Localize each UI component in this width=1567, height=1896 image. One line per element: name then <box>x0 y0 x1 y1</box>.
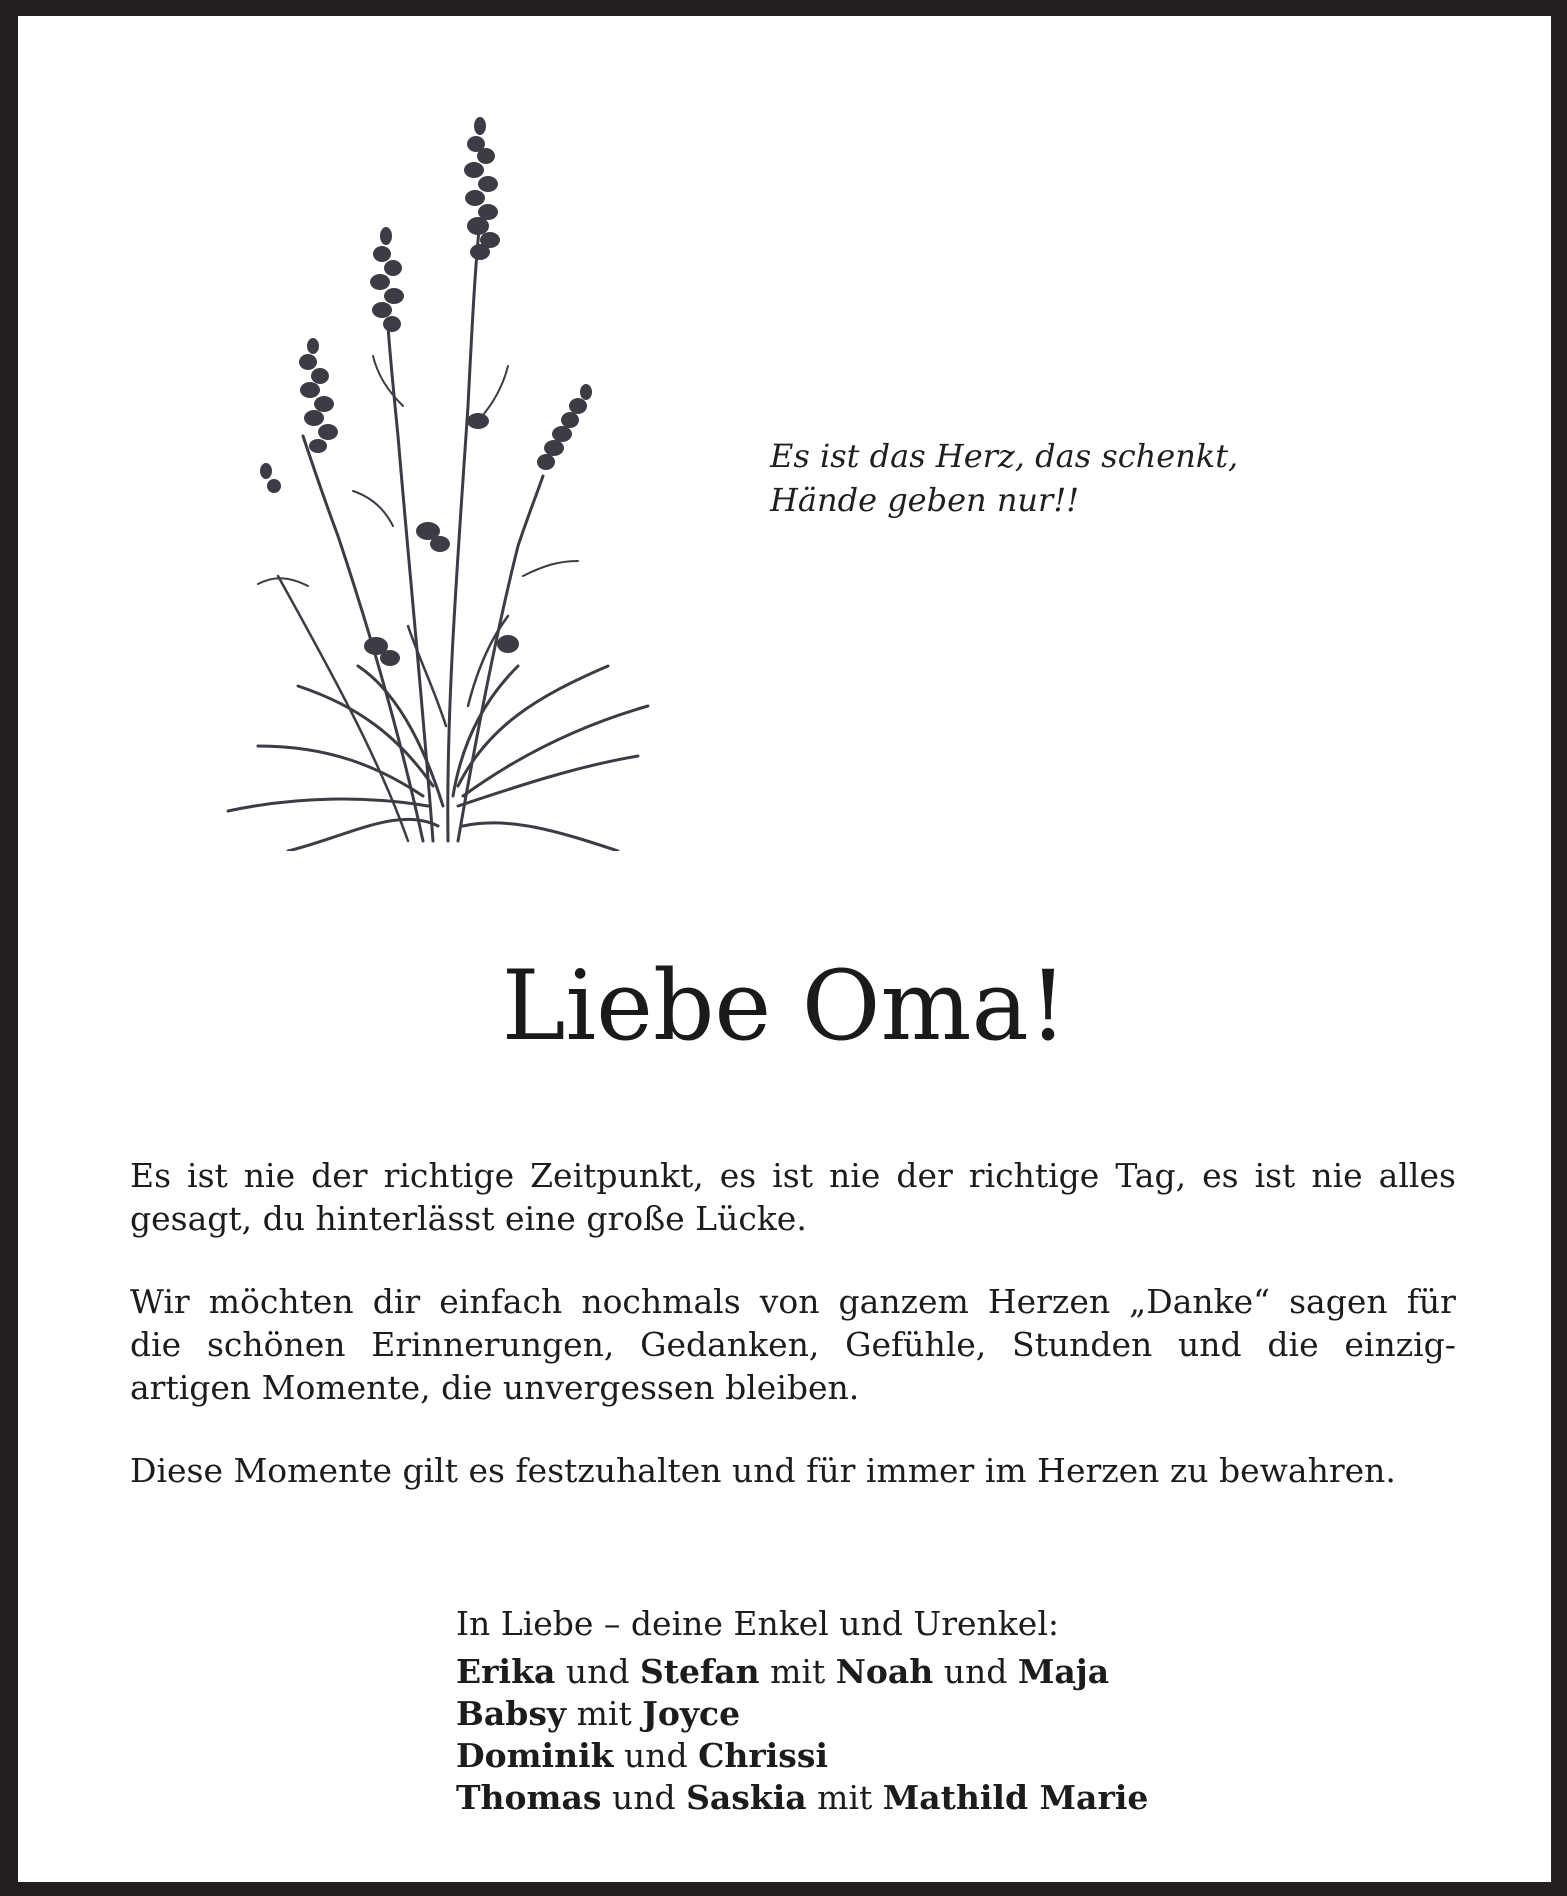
signature-name: Mathild Marie <box>882 1778 1149 1817</box>
word: ist <box>187 1156 228 1195</box>
signature-connector: mit <box>806 1778 883 1817</box>
signature-name: Maja <box>1017 1652 1110 1691</box>
signature-connector: mit <box>566 1694 643 1733</box>
word: der <box>896 1156 953 1195</box>
word: für <box>1406 1282 1456 1321</box>
paragraph-line <box>130 1323 1456 1366</box>
signature-block <box>456 1603 1148 1819</box>
paragraph-line <box>130 1154 1456 1197</box>
word: Stunden <box>1012 1325 1153 1364</box>
signature-name: Stefan <box>639 1652 760 1691</box>
word: „Danke“ <box>1129 1282 1271 1321</box>
word: richtige <box>968 1156 1100 1195</box>
word: möchten <box>208 1282 354 1321</box>
signature-name: Chrissi <box>698 1736 828 1775</box>
motto-line-1: Es ist das Herz, das schenkt, <box>770 437 1239 475</box>
motto-line-2: Hände geben nur!! <box>770 481 1080 519</box>
signature-connector: und <box>601 1778 687 1817</box>
word: nie <box>1311 1156 1363 1195</box>
word: Herzen <box>987 1282 1111 1321</box>
word: Gefühle, <box>845 1325 987 1364</box>
paragraph-line: artigen Momente, die unvergessen bleiben. <box>130 1368 860 1407</box>
word: von <box>759 1282 820 1321</box>
word: ist <box>772 1156 814 1195</box>
word: einzig- <box>1344 1325 1456 1364</box>
word: alles <box>1378 1156 1456 1195</box>
word: die <box>130 1325 182 1364</box>
word: der <box>311 1156 368 1195</box>
word: es <box>1202 1156 1239 1195</box>
word: Erinnerungen, <box>371 1325 615 1364</box>
word: Zeitpunkt, <box>530 1156 704 1195</box>
paragraph <box>130 1280 1456 1409</box>
signature-name: Erika <box>456 1652 556 1691</box>
word: es <box>719 1156 757 1195</box>
signature-connector: und <box>555 1652 640 1691</box>
signature-name: Dominik <box>456 1736 614 1775</box>
word: schönen <box>206 1325 346 1364</box>
motto-quote <box>770 434 1238 522</box>
signature-name: Noah <box>835 1652 934 1691</box>
word: einfach <box>439 1282 563 1321</box>
signature-line <box>456 1651 1148 1693</box>
paragraph <box>130 1154 1456 1240</box>
signature-line <box>456 1735 1148 1777</box>
signature-connector: und <box>933 1652 1018 1691</box>
message-body <box>130 1154 1456 1532</box>
word: Wir <box>130 1282 190 1321</box>
paragraph-line: Diese Momente gilt es festzuhalten und für immer im Herzen zu bewahren. <box>130 1451 1396 1490</box>
headline: Liebe Oma! <box>501 950 1068 1062</box>
signature-intro: In Liebe – deine Enkel und Urenkel: <box>456 1604 1059 1643</box>
word: die <box>1267 1325 1319 1364</box>
word: nie <box>829 1156 881 1195</box>
paragraph <box>130 1449 1456 1492</box>
paragraph-line: gesagt, du hinterlässt eine große Lücke. <box>130 1199 807 1238</box>
word: Es <box>130 1156 172 1195</box>
word: nochmals <box>581 1282 741 1321</box>
word: und <box>1178 1325 1242 1364</box>
word: richtige <box>383 1156 515 1195</box>
word: Gedanken, <box>640 1325 820 1364</box>
signature-name: Saskia <box>686 1778 807 1817</box>
signature-name: Thomas <box>456 1778 602 1817</box>
signature-name: Joyce <box>642 1694 741 1733</box>
signature-connector: mit <box>759 1652 836 1691</box>
word: sagen <box>1289 1282 1388 1321</box>
paragraph-line <box>130 1280 1456 1323</box>
signature-name: Babsy <box>456 1694 567 1733</box>
word: Tag, <box>1115 1156 1187 1195</box>
signature-connector: und <box>613 1736 699 1775</box>
word: ist <box>1254 1156 1296 1195</box>
word: ganzem <box>838 1282 969 1321</box>
word: nie <box>243 1156 296 1195</box>
lavender-flower-illustration-icon <box>218 106 678 851</box>
word: dir <box>372 1282 421 1321</box>
signature-line <box>456 1693 1148 1735</box>
signature-line <box>456 1777 1148 1819</box>
